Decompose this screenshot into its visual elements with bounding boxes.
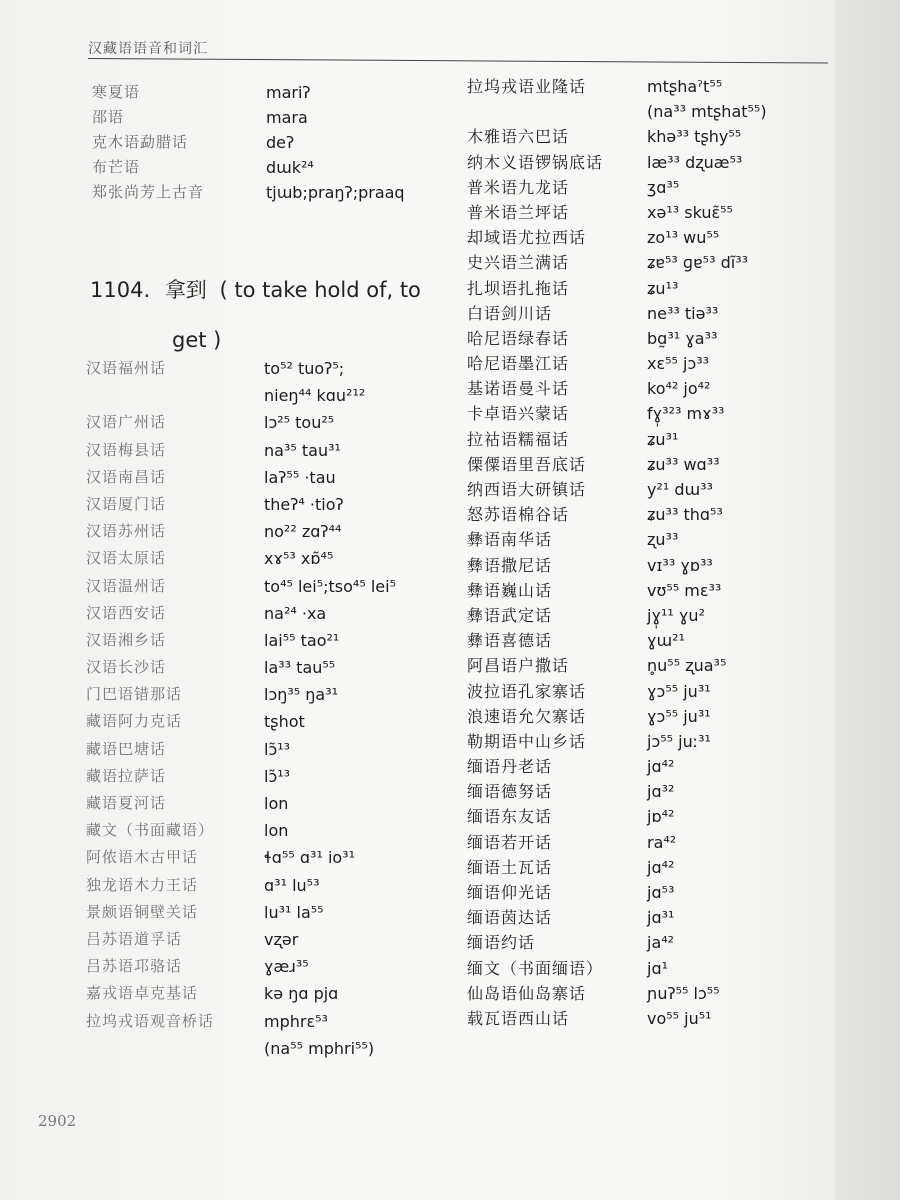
language-name: 汉语长沙话 [86, 658, 167, 677]
phonetic-form: ɬɑ⁵⁵ ɑ³¹ io³¹ [264, 848, 355, 868]
phonetic-form: zo¹³ wu⁵⁵ [647, 228, 720, 248]
phonetic-form: lɔŋ³⁵ ŋa³¹ [264, 685, 339, 705]
language-name: 缅语丹老话 [467, 757, 553, 777]
section-heading [90, 265, 430, 365]
language-name: 基诺语曼斗话 [467, 379, 570, 399]
phonetic-form: la³³ tau⁵⁵ [264, 658, 336, 678]
phonetic-form: xə¹³ skuɛ̃⁵⁵ [647, 202, 733, 222]
language-name: 藏语巴塘话 [86, 739, 167, 758]
language-name: 普米语兰坪话 [467, 202, 570, 222]
phonetic-form: jɑ³¹ [647, 908, 675, 928]
language-name: 史兴语兰满话 [467, 253, 570, 273]
phonetic-form: to⁵² tuoʔ⁵; [264, 359, 345, 378]
phonetic-form: theʔ⁴ ·tioʔ [264, 494, 344, 514]
phonetic-form: jɑ⁴² [647, 757, 675, 777]
phonetic-form: n̥u⁵⁵ ʐua³⁵ [647, 656, 727, 676]
language-name: 彝语南华话 [467, 530, 553, 550]
phonetic-form: lon [264, 821, 289, 841]
phonetic-form: kə ŋɑ pjɑ [264, 984, 339, 1004]
phonetic-form: lɔ̃¹³ [264, 739, 291, 759]
language-name: 浪速语允欠寨话 [467, 706, 587, 726]
language-name: 汉语厦门话 [86, 494, 167, 513]
language-name: 缅语土瓦话 [467, 857, 553, 877]
language-name: 哈尼语墨江话 [467, 354, 570, 374]
running-header: 汉藏语语音和词汇 [88, 41, 208, 57]
phonetic-form: tʂhot [264, 712, 305, 732]
language-name: 藏语阿力克话 [86, 712, 183, 731]
phonetic-form: ɑ³¹ lu⁵³ [264, 875, 320, 895]
phonetic-form-continued: (na³³ mtʂhat⁵⁵) [647, 102, 767, 122]
language-name: 缅语仰光话 [467, 883, 553, 903]
phonetic-form: xɛ⁵⁵ jɔ³³ [647, 354, 710, 374]
phonetic-form: lɔ²⁵ tou²⁵ [264, 413, 335, 433]
language-name: 阿侬语木古甲话 [86, 848, 199, 867]
phonetic-form: ne³³ tiə³³ [647, 303, 719, 323]
phonetic-form: ʑu¹³ [647, 278, 679, 298]
language-name: 郑张尚芳上古音 [92, 183, 205, 201]
phonetic-form: mariʔ [266, 83, 311, 102]
language-name: 彝语喜德话 [467, 631, 553, 651]
phonetic-form: ʑu³³ thɑ⁵³ [647, 505, 723, 525]
phonetic-form: ɣɔ⁵⁵ ju³¹ [647, 706, 711, 726]
language-name: 门巴语错那话 [86, 685, 183, 704]
phonetic-form: læ³³ dʐuæ⁵³ [647, 152, 743, 172]
phonetic-form: jɑ⁵³ [647, 883, 675, 903]
language-name: 拉坞戎语业隆话 [467, 77, 587, 96]
language-name: 汉语南昌话 [86, 467, 167, 486]
phonetic-form: ɣɔ⁵⁵ ju³¹ [647, 681, 711, 701]
language-name: 吕苏语道孚话 [86, 929, 183, 948]
language-name: 汉语太原话 [86, 549, 167, 568]
language-name: 汉语梅县话 [86, 440, 167, 459]
language-name: 却域语尤拉西话 [467, 228, 587, 248]
phonetic-form: jɒ⁴² [647, 807, 675, 827]
language-name: 波拉语孔家寨话 [467, 681, 587, 701]
phonetic-form: lai⁵⁵ tao²¹ [264, 630, 340, 650]
phonetic-form: ja⁴² [647, 933, 675, 953]
language-name: 傈僳语里吾底话 [467, 454, 587, 474]
language-name: 汉语湘乡话 [86, 630, 167, 649]
phonetic-form: ra⁴² [647, 832, 677, 852]
phonetic-form: ʑu³¹ [647, 429, 679, 449]
phonetic-form: jɔ⁵⁵ juː³¹ [647, 731, 711, 751]
language-name: 彝语巍山话 [467, 580, 553, 600]
phonetic-form: na³⁵ tau³¹ [264, 440, 341, 460]
section-gloss-line2: get ) [172, 328, 222, 352]
language-name: 独龙语木力王话 [86, 875, 199, 894]
language-name: 哈尼语绿春话 [467, 328, 570, 348]
phonetic-form: to⁴⁵ lei⁵;tso⁴⁵ lei⁵ [264, 576, 396, 596]
phonetic-form: fɣ̩³²³ mɤ³³ [647, 404, 725, 424]
phonetic-form: ɣɯ²¹ [647, 631, 685, 651]
phonetic-form: jɑ¹ [647, 958, 669, 978]
phonetic-form: y²¹ dɯ³³ [647, 480, 713, 500]
phonetic-form: mphrɛ⁵³ [264, 1011, 328, 1031]
language-name: 拉祜语糯福话 [467, 429, 570, 449]
language-name: 阿昌语户撒话 [467, 656, 570, 676]
language-name: 彝语武定话 [467, 605, 553, 625]
language-name: 怒苏语棉谷话 [467, 505, 570, 525]
language-name: 汉语苏州话 [86, 522, 167, 541]
phonetic-form: mara [266, 108, 308, 127]
phonetic-form: jɑ³² [647, 782, 675, 802]
page-edge-shadow [835, 0, 900, 1200]
language-name: 缅语东友话 [467, 807, 553, 827]
phonetic-form: lon [264, 794, 289, 814]
language-name: 缅语若开话 [467, 832, 553, 852]
language-name: 纳木义语锣锅底话 [467, 152, 604, 172]
phonetic-form: ʑɐ⁵³ ɡɐ⁵³ dĩ³³ [647, 253, 749, 273]
phonetic-form-continued: (na⁵⁵ mphri⁵⁵) [264, 1038, 375, 1058]
language-name: 木雅语六巴话 [467, 127, 570, 147]
phonetic-form: vo⁵⁵ ju⁵¹ [647, 1008, 712, 1028]
language-name: 勒期语中山乡话 [467, 731, 587, 751]
phonetic-form: tjɯb;praŋʔ;praaq [266, 183, 405, 202]
phonetic-form-continued: nieŋ⁴⁴ kɑu²¹² [264, 386, 366, 406]
language-name: 仙岛语仙岛寨话 [467, 983, 587, 1003]
language-name: 藏语夏河话 [86, 794, 167, 813]
phonetic-form: khə³³ tʂhy⁵⁵ [647, 127, 742, 147]
language-name: 景颇语铜壁关话 [86, 902, 199, 921]
language-name: 吕苏语邛骆话 [86, 957, 183, 976]
language-name: 卡卓语兴蒙话 [467, 404, 570, 424]
language-name: 藏语拉萨话 [86, 766, 167, 785]
phonetic-form: jɣ̩¹¹ ɣu² [647, 605, 705, 625]
phonetic-form: deʔ [266, 133, 295, 152]
phonetic-form: bɑ̰³¹ ɣa³³ [647, 328, 718, 348]
language-name: 汉语广州话 [86, 413, 167, 432]
phonetic-form: ʐu³³ [647, 530, 679, 550]
language-name: 布芒语 [92, 158, 141, 176]
section-number: 1104. [90, 278, 151, 302]
language-name: 克木语勐腊话 [92, 133, 189, 151]
phonetic-form: ɲuʔ⁵⁵ lɔ⁵⁵ [647, 983, 720, 1003]
phonetic-form: vʊ⁵⁵ mɛ³³ [647, 580, 722, 600]
phonetic-form: na²⁴ ·xa [264, 603, 327, 623]
language-name: 白语剑川话 [467, 303, 553, 323]
section-headword: 拿到 [164, 278, 207, 302]
language-name: 邵语 [92, 108, 125, 126]
language-name: 寒夏语 [92, 83, 141, 101]
language-name: 嘉戎语卓克基话 [86, 984, 199, 1003]
language-name: 缅语约话 [467, 933, 536, 953]
phonetic-form: lu³¹ la⁵⁵ [264, 902, 324, 922]
language-name: 拉坞戎语观音桥话 [86, 1011, 215, 1030]
language-name: 扎坝语扎拖话 [467, 278, 570, 298]
language-name: 汉语福州话 [86, 359, 167, 377]
phonetic-form: ko⁴² jo⁴² [647, 379, 711, 399]
phonetic-form: ɣæɹ³⁵ [264, 957, 309, 977]
phonetic-form: ʑu³³ wɑ³³ [647, 454, 720, 474]
phonetic-form: dɯk²⁴ [266, 158, 314, 177]
language-name: 载瓦语西山话 [467, 1008, 570, 1028]
language-name: 普米语九龙话 [467, 177, 570, 197]
phonetic-form: vʐər [264, 929, 299, 949]
language-name: 汉语西安话 [86, 603, 167, 622]
language-name: 汉语温州话 [86, 576, 167, 595]
language-name: 缅语茵达话 [467, 908, 553, 928]
language-name: 缅文（书面缅语） [467, 958, 604, 978]
page-number: 2902 [38, 1112, 77, 1130]
phonetic-form: vɪ³³ ɣɒ³³ [647, 555, 713, 575]
phonetic-form: jɑ⁴² [647, 857, 675, 877]
language-name: 藏文（书面藏语） [86, 821, 215, 840]
section-gloss-line1: ( to take hold of, to [219, 278, 421, 302]
phonetic-form: no²² zɑʔ⁴⁴ [264, 522, 342, 542]
phonetic-form: laʔ⁵⁵ ·tau [264, 467, 336, 487]
language-name: 纳西语大研镇话 [467, 480, 587, 500]
language-name: 缅语德努话 [467, 782, 553, 802]
phonetic-form: mtʂhaˀt⁵⁵ [647, 77, 723, 96]
language-name: 彝语撒尼话 [467, 555, 553, 575]
phonetic-form: lɔ̃¹³ [264, 766, 291, 786]
phonetic-form: ʒɑ³⁵ [647, 177, 680, 197]
phonetic-form: xɤ⁵³ xɒ̃⁴⁵ [264, 549, 334, 569]
